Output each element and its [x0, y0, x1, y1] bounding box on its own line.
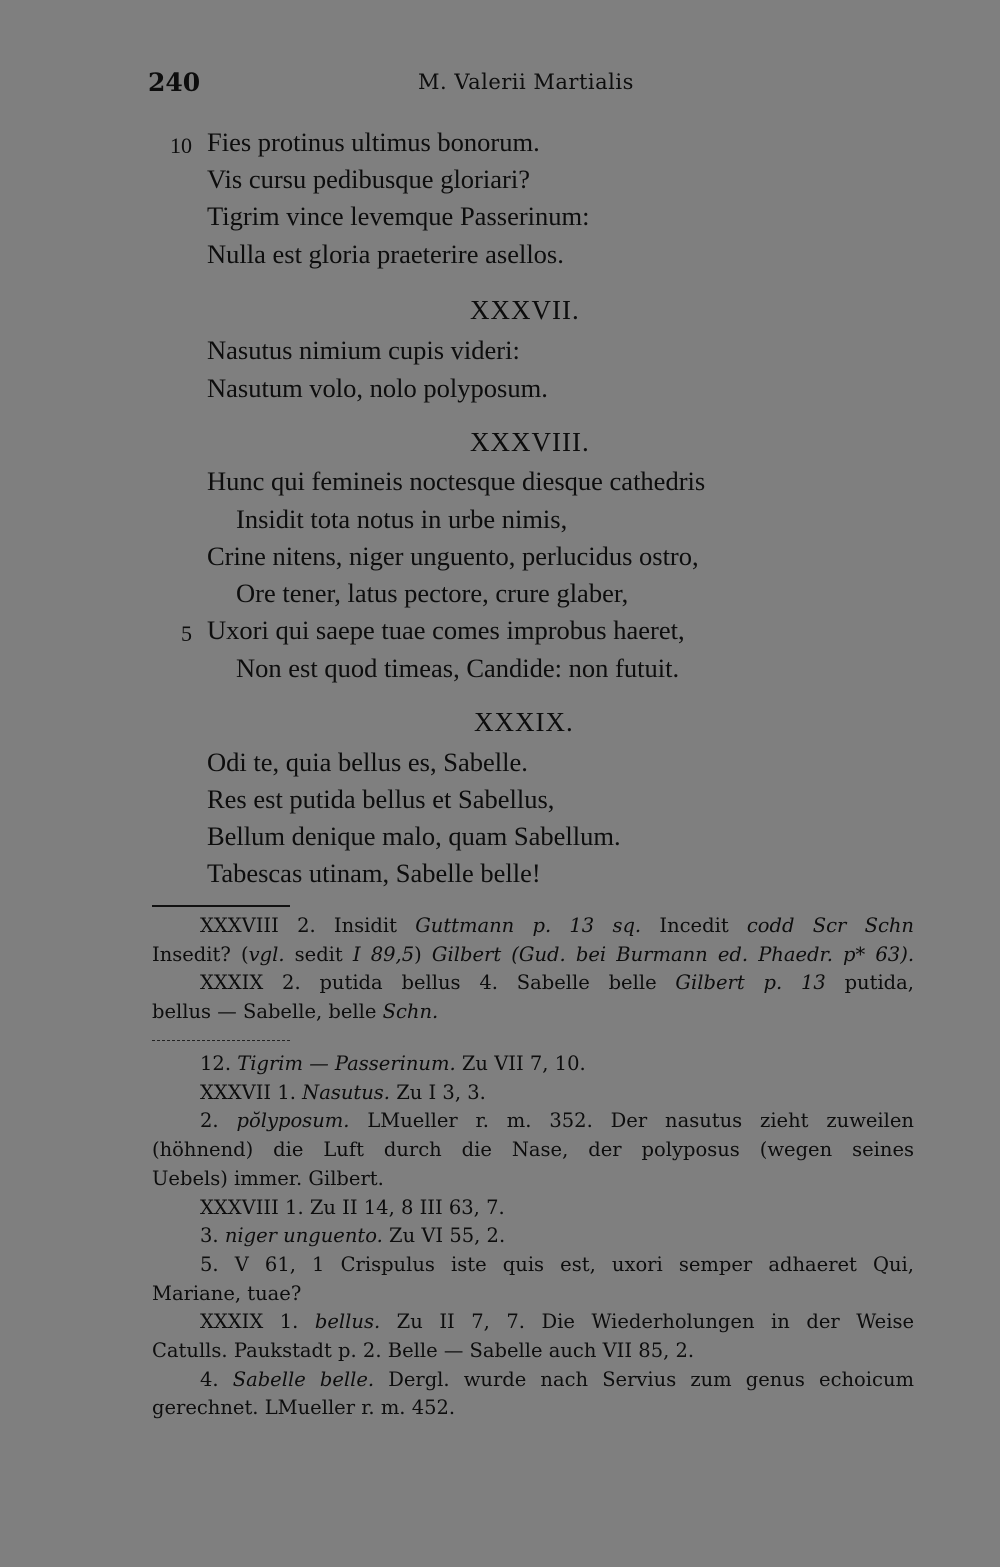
note-segment: sedit — [284, 942, 353, 966]
note-line — [152, 1079, 914, 1108]
note-segment: Zu II 7, 7. Die Wiederholungen in der Weise — [380, 1310, 914, 1334]
note-segment: XXXIX 1. — [200, 1310, 315, 1334]
poem-heading: XXXVIII. — [470, 427, 590, 457]
poem-heading: XXXIX. — [474, 707, 574, 737]
note-segment: Incedit — [641, 914, 747, 937]
note-segment: codd Scr Schn — [746, 914, 914, 937]
verse-text: Tabescas utinam, Sabelle belle! — [207, 858, 541, 888]
note-segment: Guttmann p. 13 sq. — [415, 914, 642, 937]
note-segment: 5. V 61, 1 Crispulus iste quis est, uxori semper adhaeret Qui, — [200, 1252, 914, 1276]
note-segment: 12. — [200, 1052, 238, 1075]
apparatus-rule — [152, 905, 290, 907]
verse-line — [0, 650, 1000, 687]
critical-apparatus — [152, 912, 914, 1027]
note-segment: Schn. — [382, 1000, 439, 1024]
poem-heading: XXXVII. — [470, 295, 580, 325]
note-segment: vgl. — [248, 942, 285, 966]
verse-text: Crine nitens, niger unguento, perlucidus ostro, — [207, 541, 699, 571]
running-title: M. Valerii Martialis — [418, 70, 634, 94]
note-segment: ) — [414, 942, 432, 966]
note-segment: bellus — Sabelle, belle — [152, 1000, 383, 1024]
note-line — [152, 941, 914, 970]
note-segment: Zu VII 7, 10. — [455, 1052, 586, 1075]
note-segment: 3. — [200, 1224, 225, 1248]
note-segment: Catulls. Paukstadt p. 2. Belle — Sabelle auch VII 85, 2. — [152, 1339, 695, 1363]
verse-line — [0, 463, 1000, 500]
verse-text: Fies protinus ultimus bonorum. — [207, 127, 540, 157]
note-segment: XXXVIII 1. Zu II 14, 8 III 63, 7. — [200, 1195, 505, 1219]
note-segment: Gilbert p. 13 — [675, 971, 826, 995]
verse-line — [0, 855, 1000, 892]
note-segment: XXXIX 2. putida bellus 4. Sabelle belle — [200, 971, 676, 995]
note-line — [152, 1194, 914, 1223]
note-line — [152, 912, 914, 941]
verse-text: Uxori qui saepe tuae comes improbus haeret, — [207, 615, 685, 645]
note-segment: Uebels) immer. Gilbert. — [152, 1166, 384, 1190]
verse-text: Insidit tota notus in urbe nimis, — [236, 504, 568, 534]
verse-line — [0, 612, 1000, 649]
verse-line — [0, 161, 1000, 198]
note-line — [152, 1251, 914, 1280]
commentary-rule — [152, 1040, 290, 1041]
note-segment: niger unguento. — [224, 1224, 383, 1248]
note-segment: Dergl. wurde nach Servius zum genus echoicum — [374, 1367, 915, 1391]
note-line — [152, 1136, 914, 1165]
note-line — [152, 998, 914, 1027]
note-line — [152, 1165, 914, 1194]
verse-line — [0, 818, 1000, 855]
page-number: 240 — [148, 68, 201, 97]
note-segment: I 89,5 — [352, 942, 415, 966]
note-segment: Insedit? ( — [152, 942, 249, 966]
verse-line — [0, 575, 1000, 612]
note-segment: Zu VI 55, 2. — [382, 1224, 506, 1248]
note-segment: Mariane, tuae? — [152, 1281, 302, 1305]
note-line — [152, 1222, 914, 1251]
note-segment: putida, — [825, 971, 914, 995]
note-segment: LMueller r. m. 352. Der nasutus zieht zuweilen — [349, 1109, 914, 1133]
verse-text: Odi te, quia bellus es, Sabelle. — [207, 747, 528, 777]
note-segment: 2. — [200, 1109, 237, 1133]
note-segment: Gilbert (Gud. bei Burmann ed. Phaedr. p* 63). — [431, 942, 915, 966]
note-line — [152, 1050, 914, 1079]
verse-line — [0, 124, 1000, 161]
note-line — [152, 1394, 914, 1423]
verse-line — [0, 744, 1000, 781]
note-segment: 4. — [200, 1367, 233, 1391]
verse-line — [0, 198, 1000, 235]
line-number: 10 — [170, 133, 192, 158]
verse-line — [0, 332, 1000, 369]
verse-text: Non est quod timeas, Candide: non futuit. — [236, 653, 680, 683]
note-segment: Zu I 3, 3. — [390, 1080, 486, 1104]
note-segment: Sabelle belle. — [232, 1367, 375, 1391]
note-segment: Nasutus. — [302, 1080, 390, 1104]
line-number: 5 — [181, 621, 192, 646]
note-segment: bellus. — [314, 1310, 381, 1334]
verse-line — [0, 781, 1000, 818]
note-line — [152, 1107, 914, 1136]
note-segment: Tigrim — Passerinum. — [237, 1052, 456, 1075]
note-segment: XXXVII 1. — [200, 1080, 303, 1104]
page-header — [148, 68, 638, 102]
note-segment: pŏlyposum. — [236, 1109, 350, 1133]
verse-text: Res est putida bellus et Sabellus, — [207, 784, 555, 814]
verse-text: Bellum denique malo, quam Sabellum. — [207, 821, 621, 851]
verse-line — [0, 370, 1000, 407]
note-segment: gerechnet. LMueller r. m. 452. — [152, 1396, 456, 1420]
verse-text: Ore tener, latus pectore, crure glaber, — [236, 578, 629, 608]
verse-text: Vis cursu pedibusque gloriari? — [207, 164, 530, 194]
verse-text: Tigrim vince levemque Passerinum: — [207, 201, 590, 231]
note-line — [152, 1366, 914, 1395]
verse-text: Nasutus nimium cupis videri: — [207, 335, 520, 365]
verse-text: Hunc qui femineis noctesque diesque cathedris — [207, 466, 706, 496]
verse-text: Nasutum volo, nolo polyposum. — [207, 373, 548, 403]
note-line — [152, 969, 914, 998]
note-line — [152, 1337, 914, 1366]
note-line — [152, 1280, 914, 1309]
note-segment: (höhnend) die Luft durch die Nase, der polyposus (wegen seines — [152, 1138, 914, 1162]
commentary — [152, 1050, 914, 1423]
note-line — [152, 1308, 914, 1337]
verse-line — [0, 501, 1000, 538]
verse-text: Nulla est gloria praeterire asellos. — [207, 239, 564, 269]
note-segment: XXXVIII 2. Insidit — [200, 914, 416, 937]
verse-line — [0, 236, 1000, 273]
verse-line — [0, 538, 1000, 575]
